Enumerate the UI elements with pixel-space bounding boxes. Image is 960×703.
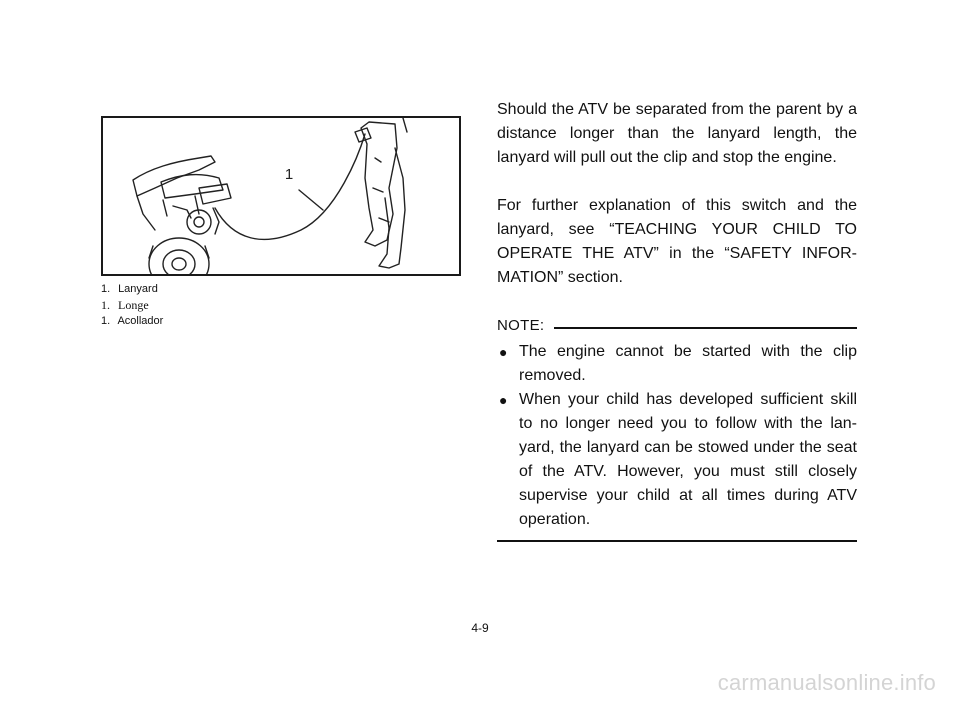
lanyard-cable [215, 134, 365, 239]
bullet-icon: ● [499, 392, 508, 408]
page-number: 4-9 [471, 621, 489, 635]
note-item: ● The engine cannot be started with the clip removed. [497, 340, 857, 388]
bullet-icon: ● [499, 344, 508, 360]
callout-number: 1 [284, 166, 294, 183]
note-item: ● When your child has developed sufficient skill to no longer need you to follow with the lan-yard, the lanyard can be stowed under the seat of the ATV. However, you must still closely supervise your child at all times during ATV operation. [497, 388, 857, 532]
paragraph-separation: Should the ATV be separated from the parent by a distance longer than the lanyard length, the lanyard will pull out the clip and stop the engine. [497, 101, 857, 166]
caption-english: 1. Lanyard [101, 283, 158, 295]
atv-lanyard-drawing [103, 118, 459, 274]
callout-leader [299, 190, 323, 210]
body-text [497, 98, 857, 542]
caption-french: 1. Longe [101, 298, 149, 312]
person-legs [361, 122, 397, 246]
atv-rack [199, 184, 231, 204]
paragraph-explanation: For further explanation of this switch and the lanyard, see “TEACHING YOUR CHILD TO OPERATE THE ATV” in the “SAFETY INFOR-MATION” section. [497, 197, 857, 286]
note-heading [497, 314, 857, 338]
watermark: carmanualsonline.info [717, 670, 936, 695]
figure-captions [101, 281, 163, 329]
note-label: NOTE: [497, 317, 545, 334]
note-rule [554, 327, 857, 329]
atv-fender [133, 156, 215, 196]
note-list [497, 340, 857, 532]
note-end-rule [497, 540, 857, 542]
caption-spanish: 1. Acollador [101, 315, 164, 327]
atv-wheel [149, 238, 209, 274]
lanyard-illustration [101, 116, 461, 276]
